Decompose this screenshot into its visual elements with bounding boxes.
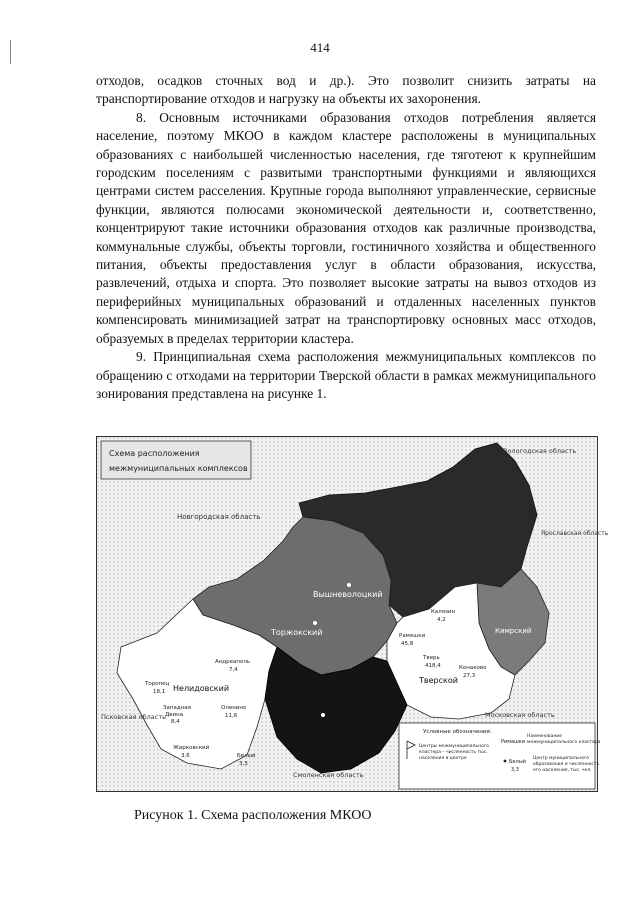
legend-item3-line1: Центр муниципального	[533, 756, 590, 761]
region-yaroslavl: Ярославская область	[541, 530, 609, 537]
town-rameshki-value: 45,8	[401, 641, 414, 647]
town-andreapol: Андреаполь	[215, 659, 251, 665]
paragraph-3: 9. Принципиальная схема расположения межмуниципальных комплексов по обращению с отходами на территории Тверской области в рамках межмуниципального зонирования представлена на рисунке 1.	[96, 349, 596, 401]
town-kalyazin-value: 4,2	[437, 617, 446, 623]
town-konakovo: Конаково	[459, 665, 487, 671]
legend-item1-line3: населения в центре	[419, 756, 467, 761]
cluster-nelidovsky-label: Нелидовский	[173, 684, 230, 693]
town-kalyazin: Калязин	[431, 609, 456, 615]
region-vologda: Вологодская область	[503, 447, 577, 455]
cluster-kimrsky-label: Кимрский	[495, 627, 532, 635]
legend-item1-line2: кластера – численность тыс.	[419, 750, 488, 755]
legend-title: Условные обозначения:	[423, 729, 492, 735]
cluster-tverskoy-label: Тверской	[419, 676, 458, 685]
town-rameshki: Рамешки	[399, 633, 426, 639]
map-svg	[97, 437, 609, 791]
cluster-torzhoksky-label: Торжокский	[271, 628, 323, 637]
town-zapadnaya-line2: Двина	[165, 712, 184, 718]
map-title-box	[101, 441, 251, 479]
legend-item1-line1: Центры межмуниципального	[419, 744, 489, 749]
region-moscow: Московская область	[485, 711, 555, 719]
legend-item3-label: Белый	[509, 759, 526, 765]
town-zapadnaya: Западная	[163, 705, 191, 711]
legend-town-dot-icon	[504, 760, 507, 763]
region-smolensk: Смоленская область	[293, 771, 364, 779]
body-text	[96, 72, 596, 403]
cluster-vyshnevolotsky-label: Вышневолоцкий	[313, 590, 383, 599]
legend-item2-label: Римашки	[501, 739, 525, 745]
town-oleniy-value: 11,6	[225, 713, 238, 719]
paragraph-2: 8. Основным источниками образования отходов потребления является население, поэтому МКОО в каждом кластере расположены в муниципальных образованиях с наибольшей численностью населения, где тяготеют к крупнейшим городским поселениям с развитыми транспортными функциями и являющихся центрами систем расселения. Крупные города выполняют управленческие, сервисные функции, являются полюсами экономической деятельности и, соответственно, концентрируют такие источники образования отходов как различные производства, коммунальные службы, объекты торговли, гостиничного хозяйства и общественного питания, объекты предоставления услуг в области образования, искусства, развлечений, отдыха и спорта. Это позволяет высокие затраты на вывоз отходов из периферийных муниципальных образований и отдаленных населенных пунктов компенсировать минимизацией затрат на транспортировку основных масс отходов, образуемых в пределах территории кластера.	[96, 109, 596, 346]
town-tver: Тверь	[423, 655, 440, 661]
region-pskov: Псковская область	[101, 713, 166, 721]
town-toropets-value: 18,1	[153, 689, 166, 695]
legend-item3-value: 3,3	[511, 767, 519, 773]
town-tver-value: 418,4	[425, 663, 441, 669]
town-toropets: Торопец	[145, 681, 170, 687]
figure-caption: Рисунок 1. Схема расположения МКОО	[134, 808, 372, 823]
legend-item2-line1: Наименование	[527, 734, 562, 739]
town-bely-value: 3,3	[239, 761, 248, 767]
page-number: 414	[310, 40, 330, 55]
map-title-line1: Схема расположения	[109, 449, 200, 458]
town-zharkovsky-value: 3,6	[181, 753, 190, 759]
figure-map	[96, 436, 609, 792]
town-bely: Белый	[237, 753, 256, 759]
town-zharkovsky: Жарковский	[173, 745, 210, 751]
legend-item2-line2: межмуниципального кластера	[527, 740, 601, 745]
town-zapadnaya-value: 8,4	[171, 719, 180, 725]
town-konakovo-value: 27,3	[463, 673, 476, 679]
town-oleniy: Оленино	[221, 705, 247, 711]
map-title-line2: межмуниципальных комплексов	[109, 464, 248, 473]
legend-item3-line3: его населения, тыс. чел.	[533, 768, 592, 773]
region-novgorod: Новгородская область	[177, 513, 261, 521]
town-andreapol-value: 7,4	[229, 667, 238, 673]
paragraph-1: отходов, осадков сточных вод и др.). Это позволит снизить затраты на транспортирование отходов и нагрузку на объекты их захоронения.	[96, 73, 596, 107]
legend-item3-line2: образования и численность	[533, 762, 600, 767]
